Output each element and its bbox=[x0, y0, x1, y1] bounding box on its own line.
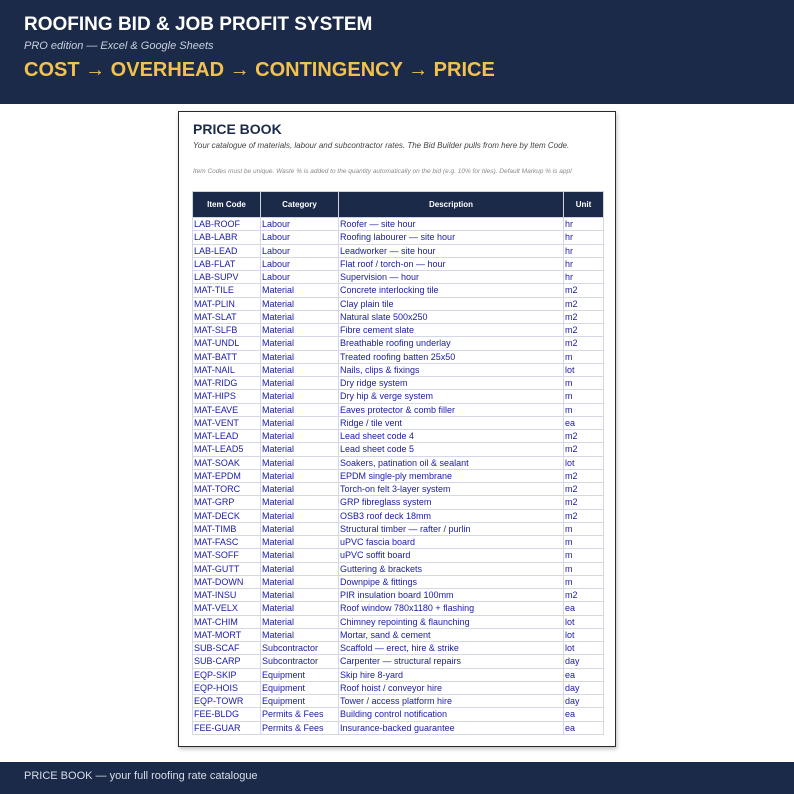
item-code-cell[interactable]: MAT-BATT bbox=[193, 350, 261, 363]
sheet-note: Item Codes must be unique. Waste % is added to the quantity automatically on the bid (e.g. 10% for tiles). Default Markup % is appl bbox=[193, 168, 572, 175]
category-cell[interactable]: Material bbox=[261, 324, 339, 337]
table-row bbox=[193, 324, 604, 337]
table-row bbox=[193, 483, 604, 496]
item-code-cell[interactable]: MAT-RIDG bbox=[193, 377, 261, 390]
table-row bbox=[193, 350, 604, 363]
table-row bbox=[193, 681, 604, 694]
table-row bbox=[193, 708, 604, 721]
description-cell[interactable]: Clay plain tile bbox=[339, 297, 564, 310]
table-row bbox=[193, 628, 604, 641]
item-code-cell[interactable]: MAT-CHIM bbox=[193, 615, 261, 628]
unit-cell[interactable]: ea bbox=[564, 721, 604, 734]
unit-cell[interactable]: m bbox=[564, 575, 604, 588]
table-header-row bbox=[193, 192, 604, 218]
description-cell[interactable]: Tower / access platform hire bbox=[339, 695, 564, 708]
description-cell[interactable]: Building control notification bbox=[339, 708, 564, 721]
table-row bbox=[193, 496, 604, 509]
item-code-cell[interactable]: MAT-GRP bbox=[193, 496, 261, 509]
unit-cell[interactable]: m2 bbox=[564, 430, 604, 443]
table-row bbox=[193, 522, 604, 535]
category-cell[interactable]: Material bbox=[261, 509, 339, 522]
item-code-cell[interactable]: MAT-MORT bbox=[193, 628, 261, 641]
unit-cell[interactable]: lot bbox=[564, 642, 604, 655]
item-code-cell[interactable]: LAB-SUPV bbox=[193, 271, 261, 284]
description-cell[interactable]: Downpipe & fittings bbox=[339, 575, 564, 588]
unit-cell[interactable]: hr bbox=[564, 271, 604, 284]
item-code-cell[interactable]: MAT-VELX bbox=[193, 602, 261, 615]
category-cell[interactable]: Material bbox=[261, 337, 339, 350]
description-cell[interactable]: Lead sheet code 5 bbox=[339, 443, 564, 456]
category-cell[interactable]: Equipment bbox=[261, 668, 339, 681]
item-code-cell[interactable]: FEE-BLDG bbox=[193, 708, 261, 721]
item-code-cell[interactable]: SUB-SCAF bbox=[193, 642, 261, 655]
column-header-description[interactable]: Description bbox=[339, 192, 564, 218]
table-row bbox=[193, 244, 604, 257]
category-cell[interactable]: Labour bbox=[261, 257, 339, 270]
item-code-cell[interactable]: LAB-FLAT bbox=[193, 257, 261, 270]
item-code-cell[interactable]: MAT-TIMB bbox=[193, 522, 261, 535]
description-cell[interactable]: Torch-on felt 3-layer system bbox=[339, 483, 564, 496]
table-row bbox=[193, 469, 604, 482]
category-cell[interactable]: Material bbox=[261, 589, 339, 602]
unit-cell[interactable]: lot bbox=[564, 615, 604, 628]
unit-cell[interactable]: m bbox=[564, 536, 604, 549]
sheet-description: Your catalogue of materials, labour and subcontractor rates. The Bid Builder pulls from here by Item Code. bbox=[193, 141, 570, 150]
table-body bbox=[193, 218, 604, 735]
category-cell[interactable]: Subcontractor bbox=[261, 642, 339, 655]
unit-cell[interactable]: day bbox=[564, 681, 604, 694]
description-cell[interactable]: Lead sheet code 4 bbox=[339, 430, 564, 443]
category-cell[interactable]: Material bbox=[261, 536, 339, 549]
description-cell[interactable]: GRP fibreglass system bbox=[339, 496, 564, 509]
unit-cell[interactable]: hr bbox=[564, 218, 604, 231]
item-code-cell[interactable]: LAB-LEAD bbox=[193, 244, 261, 257]
unit-cell[interactable]: m2 bbox=[564, 509, 604, 522]
description-cell[interactable]: EPDM single-ply membrane bbox=[339, 469, 564, 482]
unit-cell[interactable]: day bbox=[564, 655, 604, 668]
description-cell[interactable]: Supervision — hour bbox=[339, 271, 564, 284]
unit-cell[interactable]: m bbox=[564, 562, 604, 575]
unit-cell[interactable]: m2 bbox=[564, 284, 604, 297]
description-cell[interactable]: Scaffold — erect, hire & strike bbox=[339, 642, 564, 655]
category-cell[interactable]: Labour bbox=[261, 218, 339, 231]
unit-cell[interactable]: lot bbox=[564, 628, 604, 641]
table-row bbox=[193, 297, 604, 310]
category-cell[interactable]: Labour bbox=[261, 244, 339, 257]
table-row bbox=[193, 668, 604, 681]
item-code-cell[interactable]: SUB-CARP bbox=[193, 655, 261, 668]
description-cell[interactable]: uPVC fascia board bbox=[339, 536, 564, 549]
table-row bbox=[193, 721, 604, 734]
unit-cell[interactable]: m bbox=[564, 377, 604, 390]
category-cell[interactable]: Material bbox=[261, 575, 339, 588]
category-cell[interactable]: Material bbox=[261, 549, 339, 562]
table-row bbox=[193, 430, 604, 443]
item-code-cell[interactable]: MAT-SOFF bbox=[193, 549, 261, 562]
description-cell[interactable]: Eaves protector & comb filler bbox=[339, 403, 564, 416]
description-cell[interactable]: Roof window 780x1180 + flashing bbox=[339, 602, 564, 615]
item-code-cell[interactable]: MAT-SLFB bbox=[193, 324, 261, 337]
category-cell[interactable]: Material bbox=[261, 628, 339, 641]
description-cell[interactable]: Insurance-backed guarantee bbox=[339, 721, 564, 734]
category-cell[interactable]: Material bbox=[261, 562, 339, 575]
unit-cell[interactable]: lot bbox=[564, 363, 604, 376]
category-cell[interactable]: Material bbox=[261, 430, 339, 443]
description-cell[interactable]: Dry ridge system bbox=[339, 377, 564, 390]
description-cell[interactable]: Skip hire 8-yard bbox=[339, 668, 564, 681]
table-row bbox=[193, 536, 604, 549]
category-cell[interactable]: Material bbox=[261, 469, 339, 482]
category-cell[interactable]: Material bbox=[261, 483, 339, 496]
unit-cell[interactable]: m2 bbox=[564, 589, 604, 602]
item-code-cell[interactable]: MAT-HIPS bbox=[193, 390, 261, 403]
item-code-cell[interactable]: MAT-FASC bbox=[193, 536, 261, 549]
column-header-unit[interactable]: Unit bbox=[564, 192, 604, 218]
description-cell[interactable]: Natural slate 500x250 bbox=[339, 310, 564, 323]
unit-cell[interactable]: m2 bbox=[564, 337, 604, 350]
description-cell[interactable]: Roofer — site hour bbox=[339, 218, 564, 231]
category-cell[interactable]: Material bbox=[261, 456, 339, 469]
description-cell[interactable]: Treated roofing batten 25x50 bbox=[339, 350, 564, 363]
table-row bbox=[193, 642, 604, 655]
item-code-cell[interactable]: MAT-INSU bbox=[193, 589, 261, 602]
item-code-cell[interactable]: MAT-EAVE bbox=[193, 403, 261, 416]
table-row bbox=[193, 416, 604, 429]
unit-cell[interactable]: m bbox=[564, 390, 604, 403]
description-cell[interactable]: Roof hoist / conveyor hire bbox=[339, 681, 564, 694]
table-row bbox=[193, 310, 604, 323]
item-code-cell[interactable]: MAT-DOWN bbox=[193, 575, 261, 588]
price-book-table bbox=[192, 191, 604, 735]
category-cell[interactable]: Material bbox=[261, 297, 339, 310]
item-code-cell[interactable]: MAT-SLAT bbox=[193, 310, 261, 323]
table-row bbox=[193, 218, 604, 231]
description-cell[interactable]: Dry hip & verge system bbox=[339, 390, 564, 403]
item-code-cell[interactable]: FEE-GUAR bbox=[193, 721, 261, 734]
category-cell[interactable]: Equipment bbox=[261, 681, 339, 694]
item-code-cell[interactable]: EQP-HOIS bbox=[193, 681, 261, 694]
item-code-cell[interactable]: MAT-EPDM bbox=[193, 469, 261, 482]
table-row bbox=[193, 377, 604, 390]
pricing-flow: COST → OVERHEAD → CONTINGENCY → PRICE bbox=[24, 59, 495, 81]
table-row bbox=[193, 655, 604, 668]
column-header-category[interactable]: Category bbox=[261, 192, 339, 218]
description-cell[interactable]: Soakers, patination oil & sealant bbox=[339, 456, 564, 469]
description-cell[interactable]: Mortar, sand & cement bbox=[339, 628, 564, 641]
table-row bbox=[193, 231, 604, 244]
description-cell[interactable]: Breathable roofing underlay bbox=[339, 337, 564, 350]
item-code-cell[interactable]: MAT-PLIN bbox=[193, 297, 261, 310]
unit-cell[interactable]: m bbox=[564, 403, 604, 416]
unit-cell[interactable]: m2 bbox=[564, 469, 604, 482]
table-row bbox=[193, 443, 604, 456]
category-cell[interactable]: Permits & Fees bbox=[261, 721, 339, 734]
item-code-cell[interactable]: MAT-DECK bbox=[193, 509, 261, 522]
unit-cell[interactable]: ea bbox=[564, 416, 604, 429]
description-cell[interactable]: Nails, clips & fixings bbox=[339, 363, 564, 376]
footer-bar bbox=[0, 762, 794, 794]
unit-cell[interactable]: m bbox=[564, 350, 604, 363]
unit-cell[interactable]: hr bbox=[564, 257, 604, 270]
category-cell[interactable]: Material bbox=[261, 310, 339, 323]
unit-cell[interactable]: m2 bbox=[564, 310, 604, 323]
unit-cell[interactable]: hr bbox=[564, 244, 604, 257]
table-row bbox=[193, 549, 604, 562]
item-code-cell[interactable]: MAT-GUTT bbox=[193, 562, 261, 575]
description-cell[interactable]: Carpenter — structural repairs bbox=[339, 655, 564, 668]
table-row bbox=[193, 695, 604, 708]
description-cell[interactable]: OSB3 roof deck 18mm bbox=[339, 509, 564, 522]
table-row bbox=[193, 456, 604, 469]
description-cell[interactable]: Leadworker — site hour bbox=[339, 244, 564, 257]
description-cell[interactable]: Ridge / tile vent bbox=[339, 416, 564, 429]
item-code-cell[interactable]: EQP-SKIP bbox=[193, 668, 261, 681]
unit-cell[interactable]: m bbox=[564, 549, 604, 562]
category-cell[interactable]: Material bbox=[261, 522, 339, 535]
item-code-cell[interactable]: EQP-TOWR bbox=[193, 695, 261, 708]
item-code-cell[interactable]: MAT-TORC bbox=[193, 483, 261, 496]
unit-cell[interactable]: m2 bbox=[564, 443, 604, 456]
sheet-title: PRICE BOOK bbox=[193, 121, 282, 137]
unit-cell[interactable]: hr bbox=[564, 231, 604, 244]
column-header-item-code[interactable]: Item Code bbox=[193, 192, 261, 218]
table-row bbox=[193, 562, 604, 575]
item-code-cell[interactable]: MAT-LEAD bbox=[193, 430, 261, 443]
category-cell[interactable]: Equipment bbox=[261, 695, 339, 708]
description-cell[interactable]: Fibre cement slate bbox=[339, 324, 564, 337]
header-banner bbox=[0, 0, 794, 104]
unit-cell[interactable]: m2 bbox=[564, 483, 604, 496]
table-row bbox=[193, 363, 604, 376]
description-cell[interactable]: Chimney repointing & flaunching bbox=[339, 615, 564, 628]
category-cell[interactable]: Material bbox=[261, 615, 339, 628]
category-cell[interactable]: Material bbox=[261, 403, 339, 416]
item-code-cell[interactable]: MAT-TILE bbox=[193, 284, 261, 297]
category-cell[interactable]: Material bbox=[261, 390, 339, 403]
description-cell[interactable]: Structural timber — rafter / purlin bbox=[339, 522, 564, 535]
table-row bbox=[193, 403, 604, 416]
price-book-sheet bbox=[178, 111, 616, 747]
category-cell[interactable]: Material bbox=[261, 496, 339, 509]
description-cell[interactable]: Flat roof / torch-on — hour bbox=[339, 257, 564, 270]
table-row bbox=[193, 575, 604, 588]
table-row bbox=[193, 271, 604, 284]
description-cell[interactable]: Guttering & brackets bbox=[339, 562, 564, 575]
table-row bbox=[193, 589, 604, 602]
table-row bbox=[193, 337, 604, 350]
category-cell[interactable]: Material bbox=[261, 443, 339, 456]
description-cell[interactable]: PIR insulation board 100mm bbox=[339, 589, 564, 602]
item-code-cell[interactable]: MAT-VENT bbox=[193, 416, 261, 429]
app-title: ROOFING BID & JOB PROFIT SYSTEM bbox=[24, 14, 373, 35]
table-row bbox=[193, 615, 604, 628]
item-code-cell[interactable]: MAT-SOAK bbox=[193, 456, 261, 469]
table-row bbox=[193, 284, 604, 297]
category-cell[interactable]: Subcontractor bbox=[261, 655, 339, 668]
unit-cell[interactable]: ea bbox=[564, 668, 604, 681]
unit-cell[interactable]: m2 bbox=[564, 496, 604, 509]
item-code-cell[interactable]: MAT-NAIL bbox=[193, 363, 261, 376]
category-cell[interactable]: Labour bbox=[261, 231, 339, 244]
unit-cell[interactable]: day bbox=[564, 695, 604, 708]
item-code-cell[interactable]: MAT-LEAD5 bbox=[193, 443, 261, 456]
unit-cell[interactable]: m2 bbox=[564, 297, 604, 310]
description-cell[interactable]: uPVC soffit board bbox=[339, 549, 564, 562]
table-row bbox=[193, 257, 604, 270]
item-code-cell[interactable]: LAB-ROOF bbox=[193, 218, 261, 231]
category-cell[interactable]: Material bbox=[261, 350, 339, 363]
table-row bbox=[193, 390, 604, 403]
item-code-cell[interactable]: MAT-UNDL bbox=[193, 337, 261, 350]
unit-cell[interactable]: ea bbox=[564, 602, 604, 615]
description-cell[interactable]: Roofing labourer — site hour bbox=[339, 231, 564, 244]
table-row bbox=[193, 602, 604, 615]
category-cell[interactable]: Material bbox=[261, 602, 339, 615]
unit-cell[interactable]: ea bbox=[564, 708, 604, 721]
unit-cell[interactable]: m bbox=[564, 522, 604, 535]
footer-caption: PRICE BOOK — your full roofing rate catalogue bbox=[24, 770, 258, 782]
app-subtitle: PRO edition — Excel & Google Sheets bbox=[24, 40, 214, 52]
category-cell[interactable]: Material bbox=[261, 284, 339, 297]
category-cell[interactable]: Permits & Fees bbox=[261, 708, 339, 721]
table-row bbox=[193, 509, 604, 522]
description-cell[interactable]: Concrete interlocking tile bbox=[339, 284, 564, 297]
category-cell[interactable]: Labour bbox=[261, 271, 339, 284]
unit-cell[interactable]: lot bbox=[564, 456, 604, 469]
category-cell[interactable]: Material bbox=[261, 377, 339, 390]
unit-cell[interactable]: m2 bbox=[564, 324, 604, 337]
item-code-cell[interactable]: LAB-LABR bbox=[193, 231, 261, 244]
category-cell[interactable]: Material bbox=[261, 416, 339, 429]
category-cell[interactable]: Material bbox=[261, 363, 339, 376]
